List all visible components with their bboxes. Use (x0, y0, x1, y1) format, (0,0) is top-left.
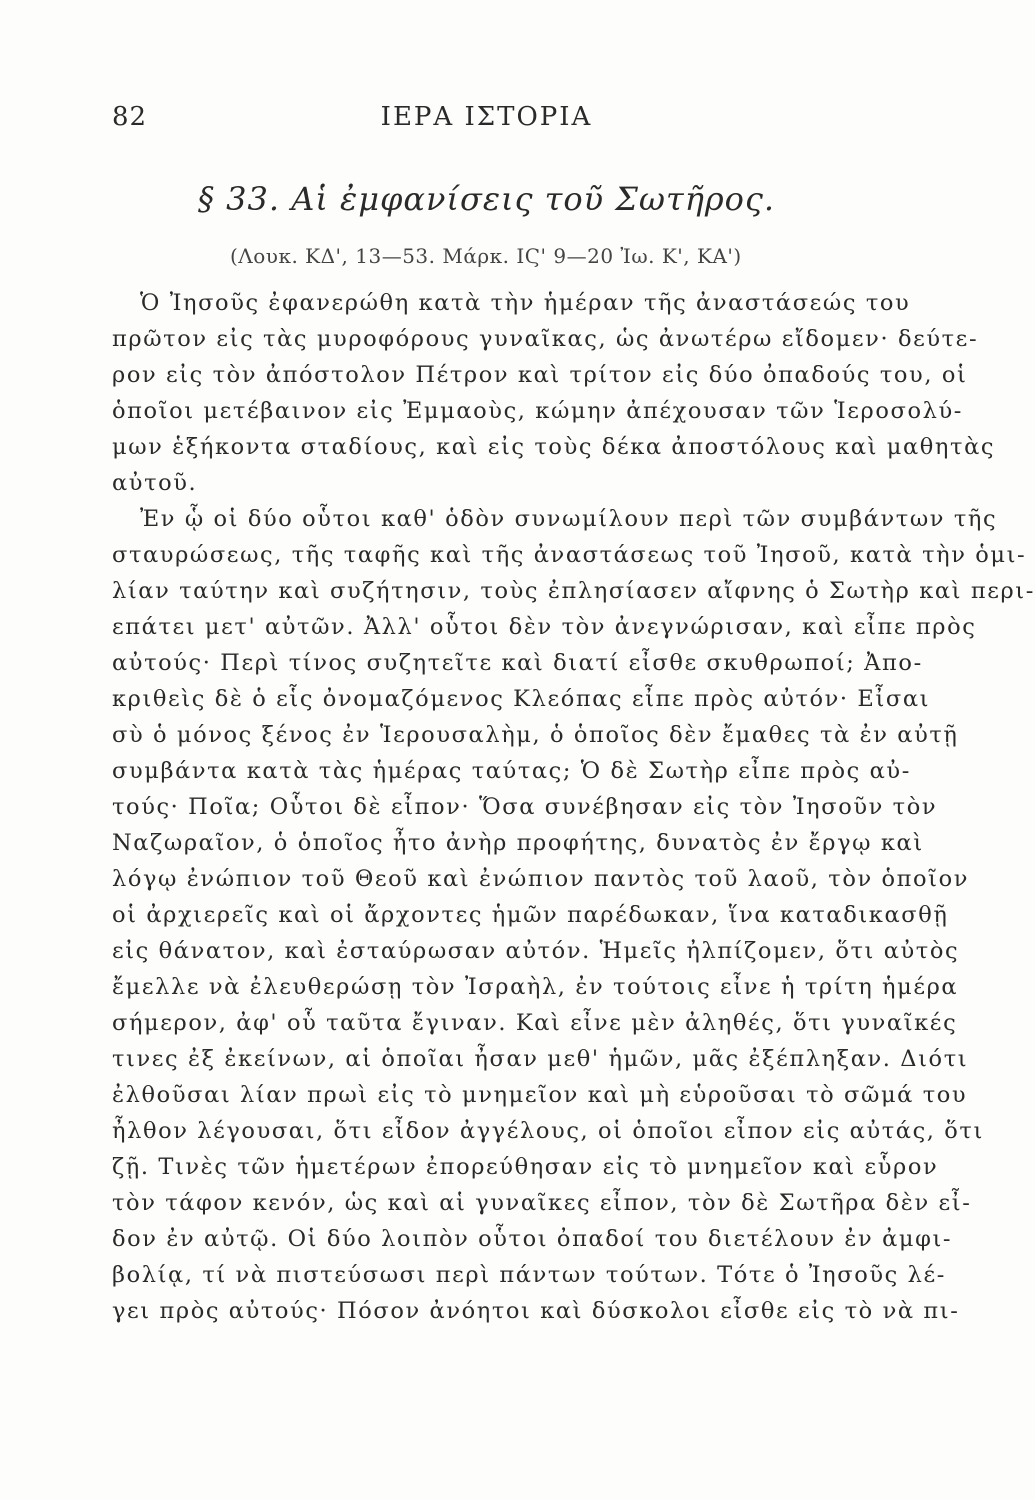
text-line: Ὁ Ἰησοῦς ἐφανερώθη κατὰ τὴν ἡμέραν τῆς ἀναστάσεώς του (140, 290, 911, 316)
text-line: οἱ ἀρχιερεῖς καὶ οἱ ἄρχοντες ἡμῶν παρέδωκαν, ἵνα καταδικασθῇ (112, 902, 949, 928)
text-line: μων ἑξήκοντα σταδίους, καὶ εἰς τοὺς δέκα ἀποστόλους καὶ μαθητὰς (112, 434, 996, 460)
text-line: γει πρὸς αὐτούς· Πόσον ἀνόητοι καὶ δύσκολοι εἶσθε εἰς τὸ νὰ πι- (112, 1298, 960, 1324)
text-line: ἔμελλε νὰ ἐλευθερώσῃ τὸν Ἰσραὴλ, ἐν τούτοις εἶνε ἡ τρίτη ἡμέρα (112, 974, 959, 1000)
text-line: Ναζωραῖον, ὁ ὁποῖος ἦτο ἀνὴρ προφήτης, δυνατὸς ἐν ἔργῳ καὶ (112, 830, 924, 856)
text-line: ὁποῖοι μετέβαινον εἰς Ἐμμαοὺς, κώμην ἀπέχουσαν τῶν Ἱεροσολύ- (112, 398, 963, 424)
text-line: ἐλθοῦσαι λίαν πρωὶ εἰς τὸ μνημεῖον καὶ μὴ εὑροῦσαι τὸ σῶμά του (112, 1082, 968, 1108)
text-line: κριθεὶς δὲ ὁ εἷς ὀνομαζόμενος Κλεόπας εἶπε πρὸς αὐτόν· Εἶσαι (112, 686, 931, 712)
text-line: βολίᾳ, τί νὰ πιστεύσωσι περὶ πάντων τούτων. Τότε ὁ Ἰησοῦς λέ- (112, 1262, 946, 1288)
text-line: τούς· Ποῖα; Οὗτοι δὲ εἶπον· Ὅσα συνέβησαν εἰς τὸν Ἰησοῦν τὸν (112, 794, 938, 820)
text-line: Ἐν ᾧ οἱ δύο οὗτοι καθ' ὁδὸν συνωμίλουν περὶ τῶν συμβάντων τῆς (140, 506, 998, 532)
text-line: ρον εἰς τὸν ἀπόστολον Πέτρον καὶ τρίτον εἰς δύο ὀπαδούς του, οἱ (112, 362, 968, 388)
text-line: επάτει μετ' αὐτῶν. Ἀλλ' οὗτοι δὲν τὸν ἀνεγνώρισαν, καὶ εἶπε πρὸς (112, 614, 977, 640)
text-line: δον ἐν αὐτῷ. Οἱ δύο λοιπὸν οὗτοι ὀπαδοί του διετέλουν ἐν ἀμφι- (112, 1226, 953, 1252)
text-line: λόγῳ ἐνώπιον τοῦ Θεοῦ καὶ ἐνώπιον παντὸς τοῦ λαοῦ, τὸν ὁποῖον (112, 866, 970, 892)
text-line: ζῇ. Τινὲς τῶν ἡμετέρων ἐπορεύθησαν εἰς τὸ μνημεῖον καὶ εὗρον (112, 1154, 939, 1180)
section-references: (Λουκ. ΚΔ', 13—53. Μάρκ. ΙϚ' 9—20 Ἰω. Κ', ΚΑ') (230, 244, 742, 268)
text-line: λίαν ταύτην καὶ συζήτησιν, τοὺς ἐπλησίασεν αἴφνης ὁ Σωτὴρ καὶ περι- (112, 578, 1035, 604)
running-head: ΙΕΡΑ ΙΣΤΟΡΙΑ (380, 102, 593, 132)
text-line: σὺ ὁ μόνος ξένος ἐν Ἱερουσαλὴμ, ὁ ὁποῖος δὲν ἔμαθες τὰ ἐν αὐτῇ (112, 722, 959, 748)
text-line: σήμερον, ἀφ' οὗ ταῦτα ἔγιναν. Καὶ εἶνε μὲν ἀληθές, ὅτι γυναῖκές (112, 1010, 958, 1036)
text-line: τὸν τάφον κενόν, ὡς καὶ αἱ γυναῖκες εἶπον, τὸν δὲ Σωτῆρα δὲν εἶ- (112, 1190, 972, 1216)
text-line: συμβάντα κατὰ τὰς ἡμέρας ταύτας; Ὁ δὲ Σωτὴρ εἶπε πρὸς αὐ- (112, 758, 911, 784)
text-line: ἦλθον λέγουσαι, ὅτι εἶδον ἀγγέλους, οἱ ὁποῖοι εἶπον εἰς αὐτάς, ὅτι (112, 1118, 984, 1144)
section-title: § 33. Αἱ ἐμφανίσεις τοῦ Σωτῆρος. (197, 180, 776, 218)
text-line: αὐτοῦ. (112, 470, 198, 496)
text-line: τινες ἐξ ἐκείνων, αἱ ὁποῖαι ἦσαν μεθ' ἡμῶν, μᾶς ἐξέπληξαν. Διότι (112, 1046, 969, 1072)
text-line: πρῶτον εἰς τὰς μυροφόρους γυναῖκας, ὡς ἀνωτέρω εἴδομεν· δεύτε- (112, 326, 979, 352)
text-line: εἰς θάνατον, καὶ ἐσταύρωσαν αὐτόν. Ἡμεῖς ἠλπίζομεν, ὅτι αὐτὸς (112, 938, 960, 964)
page-number: 82 (112, 102, 148, 132)
text-line: αὐτούς· Περὶ τίνος συζητεῖτε καὶ διατί εἶσθε σκυθρωποί; Ἀπο- (112, 650, 923, 676)
text-line: σταυρώσεως, τῆς ταφῆς καὶ τῆς ἀναστάσεως τοῦ Ἰησοῦ, κατὰ τὴν ὁμι- (112, 542, 1027, 568)
